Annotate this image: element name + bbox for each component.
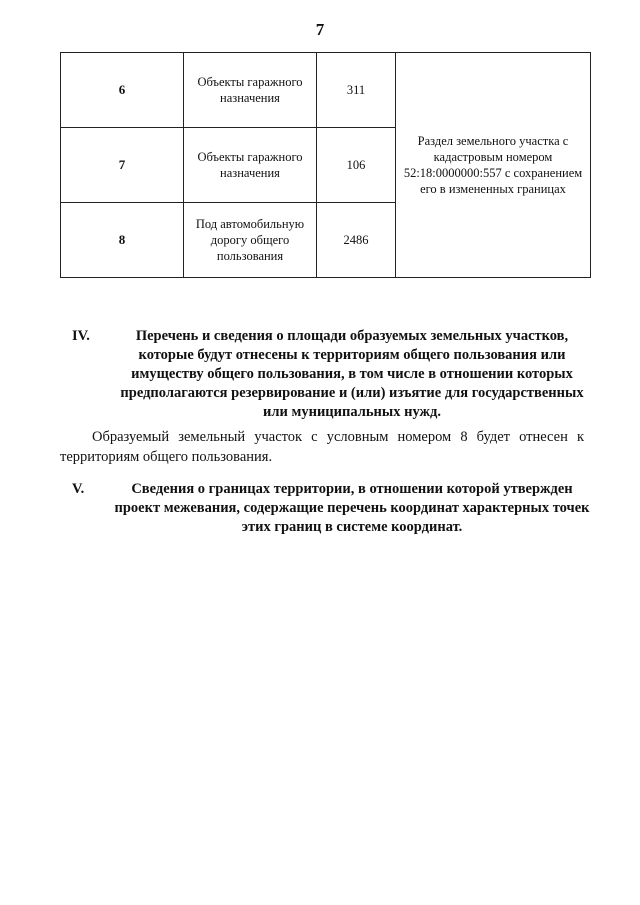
plot-number-cell: 7: [61, 128, 184, 203]
plot-purpose-cell: Под автомобильную дорогу общего пользования: [184, 203, 317, 278]
section-5-title: Сведения о границах территории, в отношении которой утвержден проект межевания, содержащие перечень координат характерных точек этих границ в системе координат.: [114, 481, 590, 535]
land-plots-table: [60, 52, 591, 278]
section-4-heading: [72, 327, 592, 422]
section-5-number: V.: [72, 481, 85, 497]
plot-area-cell: 106: [317, 128, 396, 203]
plot-purpose-cell: Объекты гаражного назначения: [184, 53, 317, 128]
plot-number-cell: 8: [61, 203, 184, 278]
section-4-number: IV.: [72, 328, 90, 344]
table-row: [61, 53, 591, 128]
section-4-title: Перечень и сведения о площади образуемых земельных участков, которые будут отнесены к территориям общего пользования или имуществу общего пользования, в том числе в отношении которых предполагаются резервирование и (или) изъятие для государственных или муниципальных нужд.: [120, 328, 584, 420]
plot-purpose-cell: Объекты гаражного назначения: [184, 128, 317, 203]
plot-note-cell: Раздел земельного участка с кадастровым номером 52:18:0000000:557 с сохранением его в измененных границах: [396, 53, 591, 278]
plot-number-cell: 6: [61, 53, 184, 128]
section-4-paragraph: Образуемый земельный участок с условным номером 8 будет отнесен к территориям общего пользования.: [60, 429, 584, 465]
plot-area-cell: 2486: [317, 203, 396, 278]
land-plots-table-wrap: [60, 52, 591, 278]
section-5-heading: [72, 480, 592, 537]
plot-area-cell: 311: [317, 53, 396, 128]
page-number: 7: [315, 20, 325, 39]
